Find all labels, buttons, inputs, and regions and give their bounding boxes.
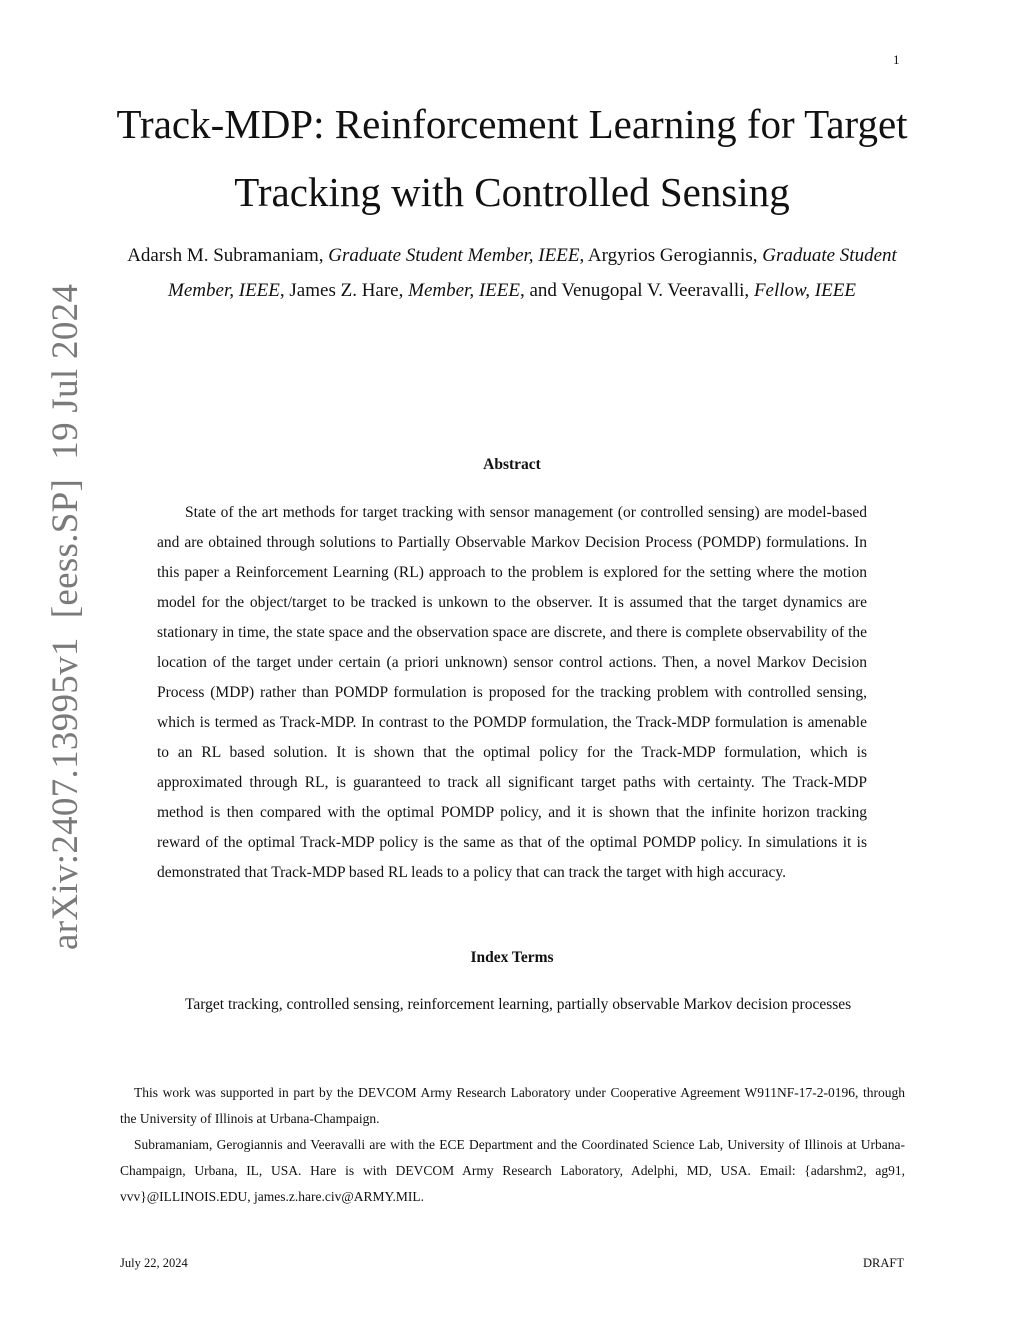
footer-date: July 22, 2024 (120, 1256, 188, 1270)
author-name: Adarsh M. Subramaniam, (127, 245, 329, 266)
abstract-heading: Abstract (483, 456, 541, 473)
author-name: , James Z. Hare, (279, 280, 409, 301)
index-terms-body: Target tracking, controlled sensing, reinforcement learning, partially observable Markov decision processes (185, 996, 852, 1013)
author-list (118, 238, 906, 308)
funding-footnote: This work was supported in part by the DEVCOM Army Research Laboratory under Cooperative Agreement W911NF-17-2-0196, through the University of Illinois at Urbana-Champaign. (120, 1085, 905, 1126)
abstract-body: State of the art methods for target tracking with sensor management (or controlled sensing) are model-based and are obtained through solutions to Partially Observable Markov Decision Process (POMDP) formulations. In this paper a Reinforcement Learning (RL) approach to the problem is explored for the setting where the motion model for the object/target to be tracked is unkown to the observer. It is assumed that the target dynamics are stationary in time, the state space and the observation space are discrete, and there is complete observability of the location of the target under certain (a priori unknown) sensor control actions. Then, a novel Markov Decision Process (MDP) rather than POMDP formulation is proposed for the tracking problem with controlled sensing, which is termed as Track-MDP. In contrast to the POMDP formulation, the Track-MDP formulation is amenable to an RL based solution. It is shown that the optimal policy for the Track-MDP formulation, which is approximated through RL, is guaranteed to track all significant target paths with certainty. The Track-MDP method is then compared with the optimal POMDP policy, and it is shown that the infinite horizon tracking reward of the optimal Track-MDP policy is the same as that of the optimal POMDP policy. In simulations it is demonstrated that Track-MDP based RL leads to a policy that can track the target with high accuracy. (157, 504, 867, 881)
page-number: 1 (893, 52, 900, 67)
author-membership: Graduate Student Member, IEEE (328, 245, 580, 266)
author-name: , and Venugopal V. Veeravalli, (519, 280, 754, 301)
author-membership: Member, IEEE (408, 280, 520, 301)
author-membership: Fellow, IEEE (753, 280, 856, 301)
footer-draft-label: DRAFT (863, 1256, 904, 1270)
author-membership: Graduate Student Member, IEEE (168, 245, 897, 301)
paper-title: Track-MDP: Reinforcement Learning for Target Tracking with Controlled Sensing (116, 101, 908, 215)
index-terms-heading: Index Terms (470, 949, 554, 966)
arxiv-side-stamp: arXiv:2407.13995v1 [eess.SP] 19 Jul 2024 (45, 283, 86, 950)
author-name: , Argyrios Gerogiannis, (579, 245, 763, 266)
affiliation-footnote: Subramaniam, Gerogiannis and Veeravalli are with the ECE Department and the Coordinated Science Lab, University of Illinois at Urbana-Champaign, Urbana, IL, USA. Hare is with DEVCOM Army Research Laboratory, Adelphi, MD, USA. Email: {adarshm2, ag91, vvv}@ILLINOIS.EDU, james.z.hare.civ@ARMY.MIL. (120, 1137, 905, 1204)
